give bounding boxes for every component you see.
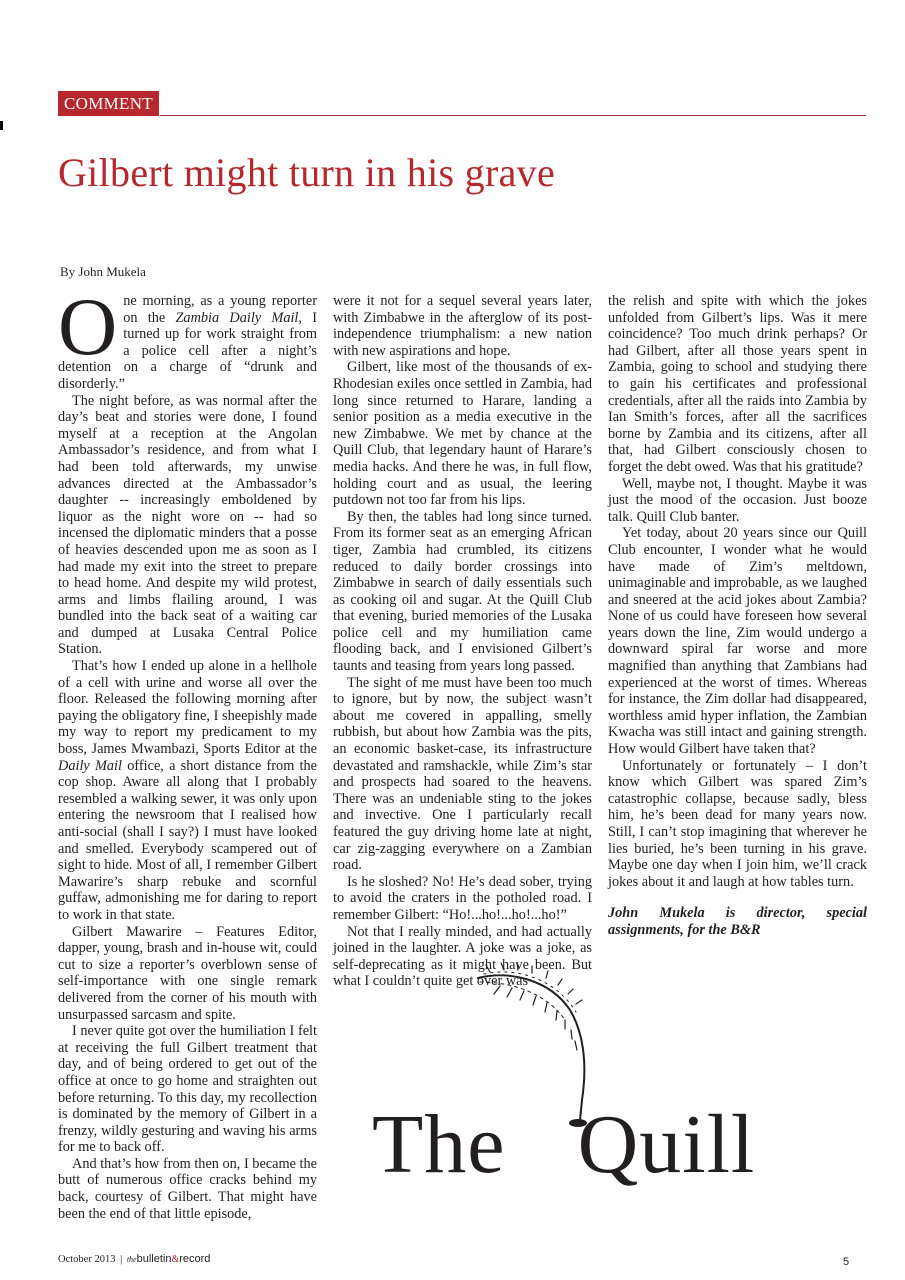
article-column-3 <box>608 293 867 939</box>
article-column-1 <box>58 281 318 1222</box>
paragraph: The night before, as was normal after the day’s beat and stories were done, I found myself at a reception at the Angolan Ambassador’s residence, and from what I had been told afterwards, my unwise advances directed at the Ambassador’s daughter -- increasingly emboldened by liquor as the night wore on -- had so incensed the diplomatic minders that a posse of heavies descended upon me as soon as I had made my exit into the street to prepare to head home. And despite my wild protest, arms and limbs flailing around, I was bundled into the back seat of a waiting car and dumped at Lusaka Central Police Station. <box>58 392 317 658</box>
author-bio: John Mukela is director, special assignments, for the B&R <box>608 905 867 938</box>
paragraph: And that’s how from then on, I became the butt of numerous office cracks behind my back, courtesy of Gilbert. That might have been the end of that little episode, <box>58 1155 317 1222</box>
paragraph: One morning, as a young reporter on the Zambia Daily Mail, I turned up for work straight from a police cell after a night’s detention on a charge of “drunk and disorderly.” <box>58 281 317 392</box>
paragraph: Unfortunately or fortunately – I don’t know which Gilbert was spared Zim’s catastrophic collapse, because sadly, bless him, he’s been dead for many years now. Still, I can’t stop imagining that wherever he lies buried, he’s been turning in his grave. Maybe one day when I join him, we’ll crack jokes about it and laugh at how tables turn. <box>608 757 867 890</box>
page-number: 5 <box>843 1256 850 1268</box>
paragraph: Gilbert, like most of the thousands of ex-Rhodesian exiles once settled in Zambia, had long since returned to Harare, landing a senior position as a media executive in the new Zimbabwe. We met by chance at the Quill Club, that legendary haunt of Harare’s media hacks. And there he was, in full flow, holding court and as usual, the leering putdown not too far from his lips. <box>333 359 592 509</box>
drop-cap: O <box>58 281 118 372</box>
crop-mark <box>0 121 3 130</box>
paragraph: were it not for a sequel several years later, with Zimbabwe in the afterglow of its post-independence triumphalism: a new nation with new aspirations and hope. <box>333 293 592 359</box>
paragraph: the relish and spite with which the jokes unfolded from Gilbert’s lips. Was it mere coincidence? Too much drink perhaps? Or had Gilbert, after all those years spent in Zambia, going to school and studying there to gain his certificates and professional credentials, after all the raids into Zambia by Ian Smith’s forces, after all the sacrifices borne by Zambia and its citizens, after all that, had Gilbert consciously chosen to forget the debt owed. Was that his gratitude? <box>608 293 867 475</box>
publication-brand: thebulletin&record <box>126 1253 211 1265</box>
header-rule <box>160 115 866 116</box>
paragraph: The sight of me must have been too much to ignore, but by now, the subject wasn’t about me covered in appalling, smelly rubbish, but about how Zambia was the pits, an economic basket-case, its infrastructure devastated and ramshackle, while Zim’s star and prospects had soared to the heavens. There was an undeniable sting to the jokes and invective. One I particularly recall featured the guy driving home late at night, car zig-zagging everywhere on a Zambian road. <box>333 674 592 874</box>
paragraph: I never quite got over the humiliation I felt at receiving the full Gilbert treatment that day, and of being ordered to get out of the office at once to go home and straighten out before returning. To this day, my recollection is dominated by the memory of Gilbert in a frenzy, wildly gesturing and waving his arms for me to back off. <box>58 1023 317 1156</box>
the-quill-logo: The Quill <box>372 1098 756 1191</box>
footer-separator: | <box>120 1254 123 1265</box>
section-label: COMMENT <box>58 91 159 116</box>
paragraph: That’s how I ended up alone in a hellhole of a cell with urine and worse all over the floor. Released the following morning after paying the obligatory fine, I sheepishly made my way to report my predicament to my boss, James Mwambazi, Sports Editor at the Daily Mail office, a short distance from the cop shop. Aware all along that I probably resembled a walking sewer, it was only upon entering the newsroom that I realised how anti-social (shall I say?) I must have looked and smelled. Everybody scampered out of sight to hide. Most of all, I remember Gilbert Mawarire’s sharp rebuke and scornful guffaw, admonishing me for daring to report to work in that state. <box>58 658 318 923</box>
paragraph: Not that I really minded, and had actually joined in the laughter. A joke was a joke, as self-deprecating as it might have been. But what I couldn’t quite get over was <box>333 923 592 990</box>
paragraph: By then, the tables had long since turned. From its former seat as an emerging African tiger, Zambia had crumbled, its citizens reduced to daily border crossings into Zimbabwe in search of daily essentials such as cooking oil and sugar. At the Quill Club that evening, buried memories of the Lusaka police cell and my humiliation came flooding back, and I envisioned Gilbert’s taunts and teasing from years long passed. <box>333 508 592 675</box>
paragraph: Well, maybe not, I thought. Maybe it was just the mood of the occasion. Just booze talk. Quill Club banter. <box>608 475 867 525</box>
headline: Gilbert might turn in his grave <box>58 150 555 195</box>
byline: By John Mukela <box>60 264 146 279</box>
paragraph: Yet today, about 20 years since our Quill Club encounter, I wonder what he would have made of Zim’s meltdown, unimaginable and improbable, as we laughed and sneered at the acid jokes about Zambia? None of us could have foreseen how several years down the line, Zim would undergo a downward spiral far worse and more magnified than anything that Zambians had experienced at the worst of times. Whereas for instance, the Zim dollar had disappeared, worthless amid hyper inflation, the Zambian Kwacha was still intact and gaining strength. How would Gilbert have taken that? <box>608 525 867 758</box>
paragraph: Is he sloshed? No! He’s dead sober, trying to avoid the craters in the potholed road. I remember Gilbert: “Ho!...ho!...ho!...ho!” <box>333 873 592 923</box>
article-column-2 <box>333 293 592 990</box>
paragraph: Gilbert Mawarire – Features Editor, dapper, young, brash and in-house wit, could cut to size a reporter’s overblown sense of self-importance with one single remark delivered from the corner of his mouth with unsurpassed sarcasm and spite. <box>58 923 317 1023</box>
footer <box>58 1253 210 1266</box>
issue-date: October 2013 <box>58 1254 116 1265</box>
